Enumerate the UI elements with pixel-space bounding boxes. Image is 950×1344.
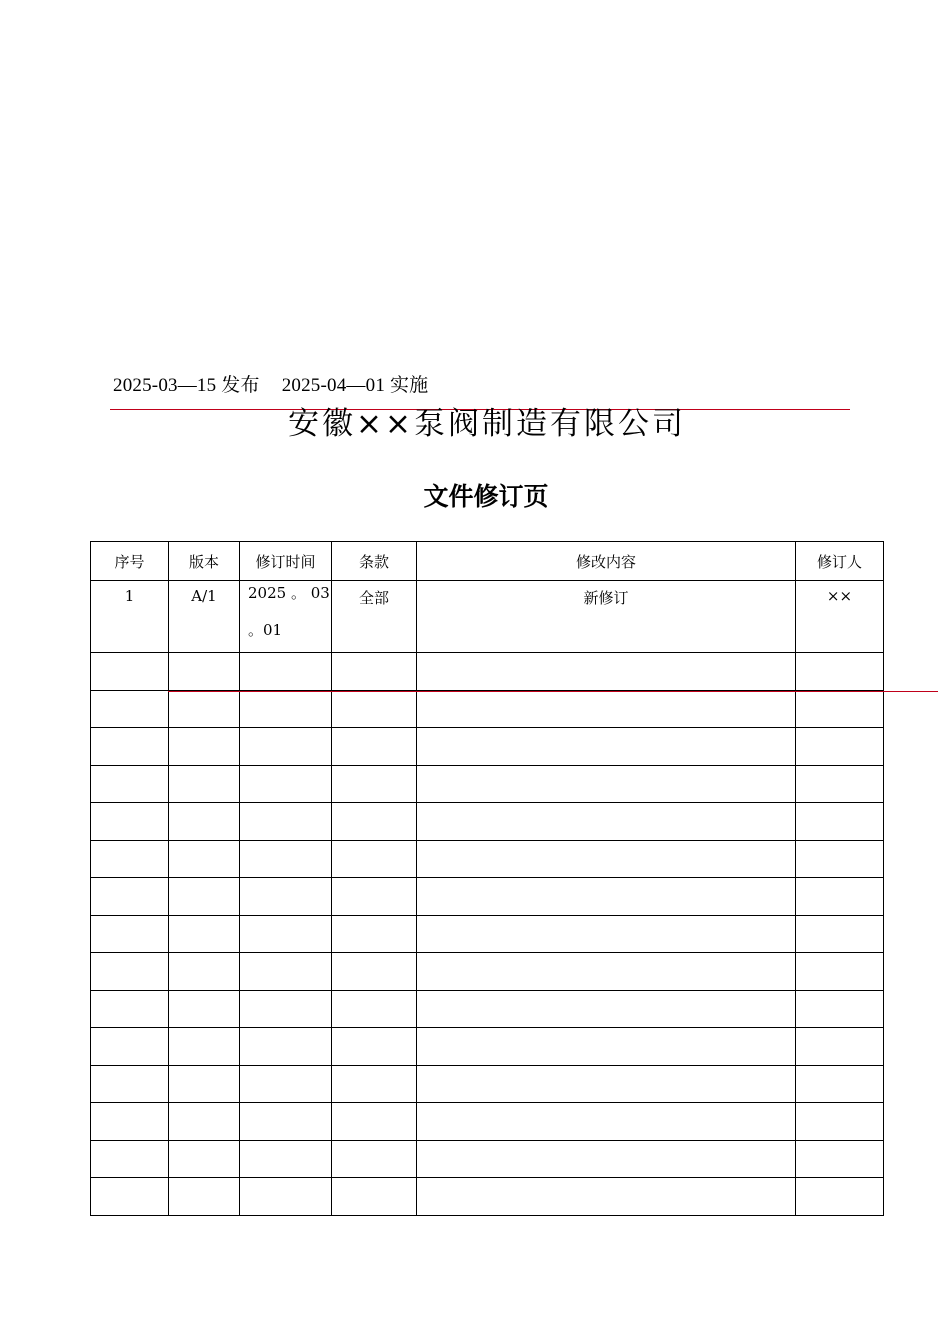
table-cell-empty [796, 1028, 884, 1066]
company-name: 安徽××泵阀制造有限公司 [288, 406, 686, 438]
table-cell-empty [91, 653, 169, 691]
col-header-clause: 条款 [332, 542, 417, 581]
table-cell-empty [240, 953, 332, 991]
table-cell-empty [91, 728, 169, 766]
cell-date [240, 581, 332, 653]
table-cell-empty [417, 840, 796, 878]
table-cell-empty [332, 765, 417, 803]
table-cell-empty [796, 803, 884, 841]
table-cell-empty [169, 840, 240, 878]
table-row-empty [91, 878, 884, 916]
table-cell-empty [240, 1065, 332, 1103]
table-row-empty [91, 690, 884, 728]
table-row-empty [91, 765, 884, 803]
col-header-version: 版本 [169, 542, 240, 581]
table-cell-empty [417, 953, 796, 991]
col-header-no: 序号 [91, 542, 169, 581]
table-cell-empty [91, 1028, 169, 1066]
col-header-content: 修改内容 [417, 542, 796, 581]
table-cell-empty [91, 840, 169, 878]
table-cell-empty [240, 878, 332, 916]
table-cell-empty [332, 1028, 417, 1066]
table-cell-empty [240, 1178, 332, 1216]
table-cell-empty [332, 915, 417, 953]
table-cell-empty [417, 765, 796, 803]
table-cell-empty [796, 1103, 884, 1141]
table-cell-empty [91, 690, 169, 728]
table-cell-empty [91, 1103, 169, 1141]
table-cell-empty [169, 690, 240, 728]
table-cell-empty [332, 1065, 417, 1103]
table-cell-empty [332, 728, 417, 766]
cell-reviser: ×× [796, 581, 884, 653]
table-cell-empty [169, 1065, 240, 1103]
table-cell-empty [91, 1178, 169, 1216]
table-row-empty [91, 990, 884, 1028]
col-header-date: 修订时间 [240, 542, 332, 581]
table-cell-empty [240, 1140, 332, 1178]
table-cell-empty [169, 803, 240, 841]
table-cell-empty [169, 1028, 240, 1066]
table-cell-empty [169, 1140, 240, 1178]
table-cell-empty [417, 1103, 796, 1141]
table-row-empty [91, 803, 884, 841]
table-cell-empty [169, 728, 240, 766]
table-cell-empty [169, 915, 240, 953]
table-header-row [91, 542, 884, 581]
table-cell-empty [796, 1140, 884, 1178]
cell-date-line2: 。01 [248, 621, 283, 639]
table-cell-empty [332, 690, 417, 728]
table-cell-empty [240, 840, 332, 878]
table-cell-empty [796, 953, 884, 991]
table-row-empty [91, 653, 884, 691]
table-cell-empty [332, 1178, 417, 1216]
table-cell-empty [169, 765, 240, 803]
effective-date: 2025-04—01 实施 [281, 375, 429, 396]
table-cell-empty [91, 803, 169, 841]
table-cell-empty [332, 990, 417, 1028]
table-row-empty [91, 915, 884, 953]
table-cell-empty [417, 878, 796, 916]
table-cell-empty [240, 990, 332, 1028]
table-row-empty [91, 1140, 884, 1178]
table-row-empty [91, 1103, 884, 1141]
table-cell-empty [91, 878, 169, 916]
table-cell-empty [417, 728, 796, 766]
table-cell-empty [91, 1065, 169, 1103]
table-cell-empty [796, 1178, 884, 1216]
table-cell-empty [796, 765, 884, 803]
table-row-empty [91, 1178, 884, 1216]
table-cell-empty [91, 990, 169, 1028]
table-row-empty [91, 1028, 884, 1066]
table-row-empty [91, 953, 884, 991]
page-title: 文件修订页 [423, 482, 549, 511]
publish-date: 2025-03—15 发布 [113, 375, 260, 396]
table-cell-empty [332, 653, 417, 691]
table-cell-empty [417, 1178, 796, 1216]
table-cell-empty [169, 878, 240, 916]
cell-clause: 全部 [332, 581, 417, 653]
table-row [91, 581, 884, 653]
table-cell-empty [240, 915, 332, 953]
table-cell-empty [332, 1140, 417, 1178]
table-cell-empty [796, 990, 884, 1028]
table-cell-empty [417, 1028, 796, 1066]
table-cell-empty [240, 728, 332, 766]
publish-effective-dates [113, 370, 428, 397]
table-cell-empty [796, 878, 884, 916]
revision-table [90, 541, 884, 1216]
table-cell-empty [796, 653, 884, 691]
table-cell-empty [332, 878, 417, 916]
table-cell-empty [417, 803, 796, 841]
table-cell-empty [796, 915, 884, 953]
table-row-empty [91, 728, 884, 766]
table-cell-empty [417, 653, 796, 691]
table-cell-empty [169, 1103, 240, 1141]
cell-no: 1 [91, 581, 169, 653]
cell-date-line1: 2025 。 03 [248, 584, 330, 602]
table-cell-empty [240, 690, 332, 728]
table-cell-empty [417, 1065, 796, 1103]
table-cell-empty [240, 653, 332, 691]
cell-version: A/1 [169, 581, 240, 653]
table-cell-empty [169, 653, 240, 691]
table-cell-empty [332, 840, 417, 878]
table-cell-empty [332, 803, 417, 841]
table-cell-empty [91, 915, 169, 953]
table-row-empty [91, 840, 884, 878]
table-cell-empty [91, 953, 169, 991]
table-cell-empty [796, 1065, 884, 1103]
overlay-rule-line [168, 691, 938, 692]
table-row-empty [91, 1065, 884, 1103]
table-cell-empty [91, 1140, 169, 1178]
table-cell-empty [91, 765, 169, 803]
table-cell-empty [240, 765, 332, 803]
table-cell-empty [169, 1178, 240, 1216]
table-cell-empty [332, 953, 417, 991]
table-cell-empty [796, 728, 884, 766]
table-cell-empty [796, 690, 884, 728]
table-cell-empty [417, 690, 796, 728]
table-cell-empty [417, 1140, 796, 1178]
table-cell-empty [240, 803, 332, 841]
table-cell-empty [169, 953, 240, 991]
table-cell-empty [240, 1103, 332, 1141]
table-cell-empty [417, 990, 796, 1028]
col-header-reviser: 修订人 [796, 542, 884, 581]
table-cell-empty [417, 915, 796, 953]
table-cell-empty [796, 840, 884, 878]
cell-content: 新修订 [417, 581, 796, 653]
table-cell-empty [169, 990, 240, 1028]
table-cell-empty [332, 1103, 417, 1141]
table-cell-empty [240, 1028, 332, 1066]
